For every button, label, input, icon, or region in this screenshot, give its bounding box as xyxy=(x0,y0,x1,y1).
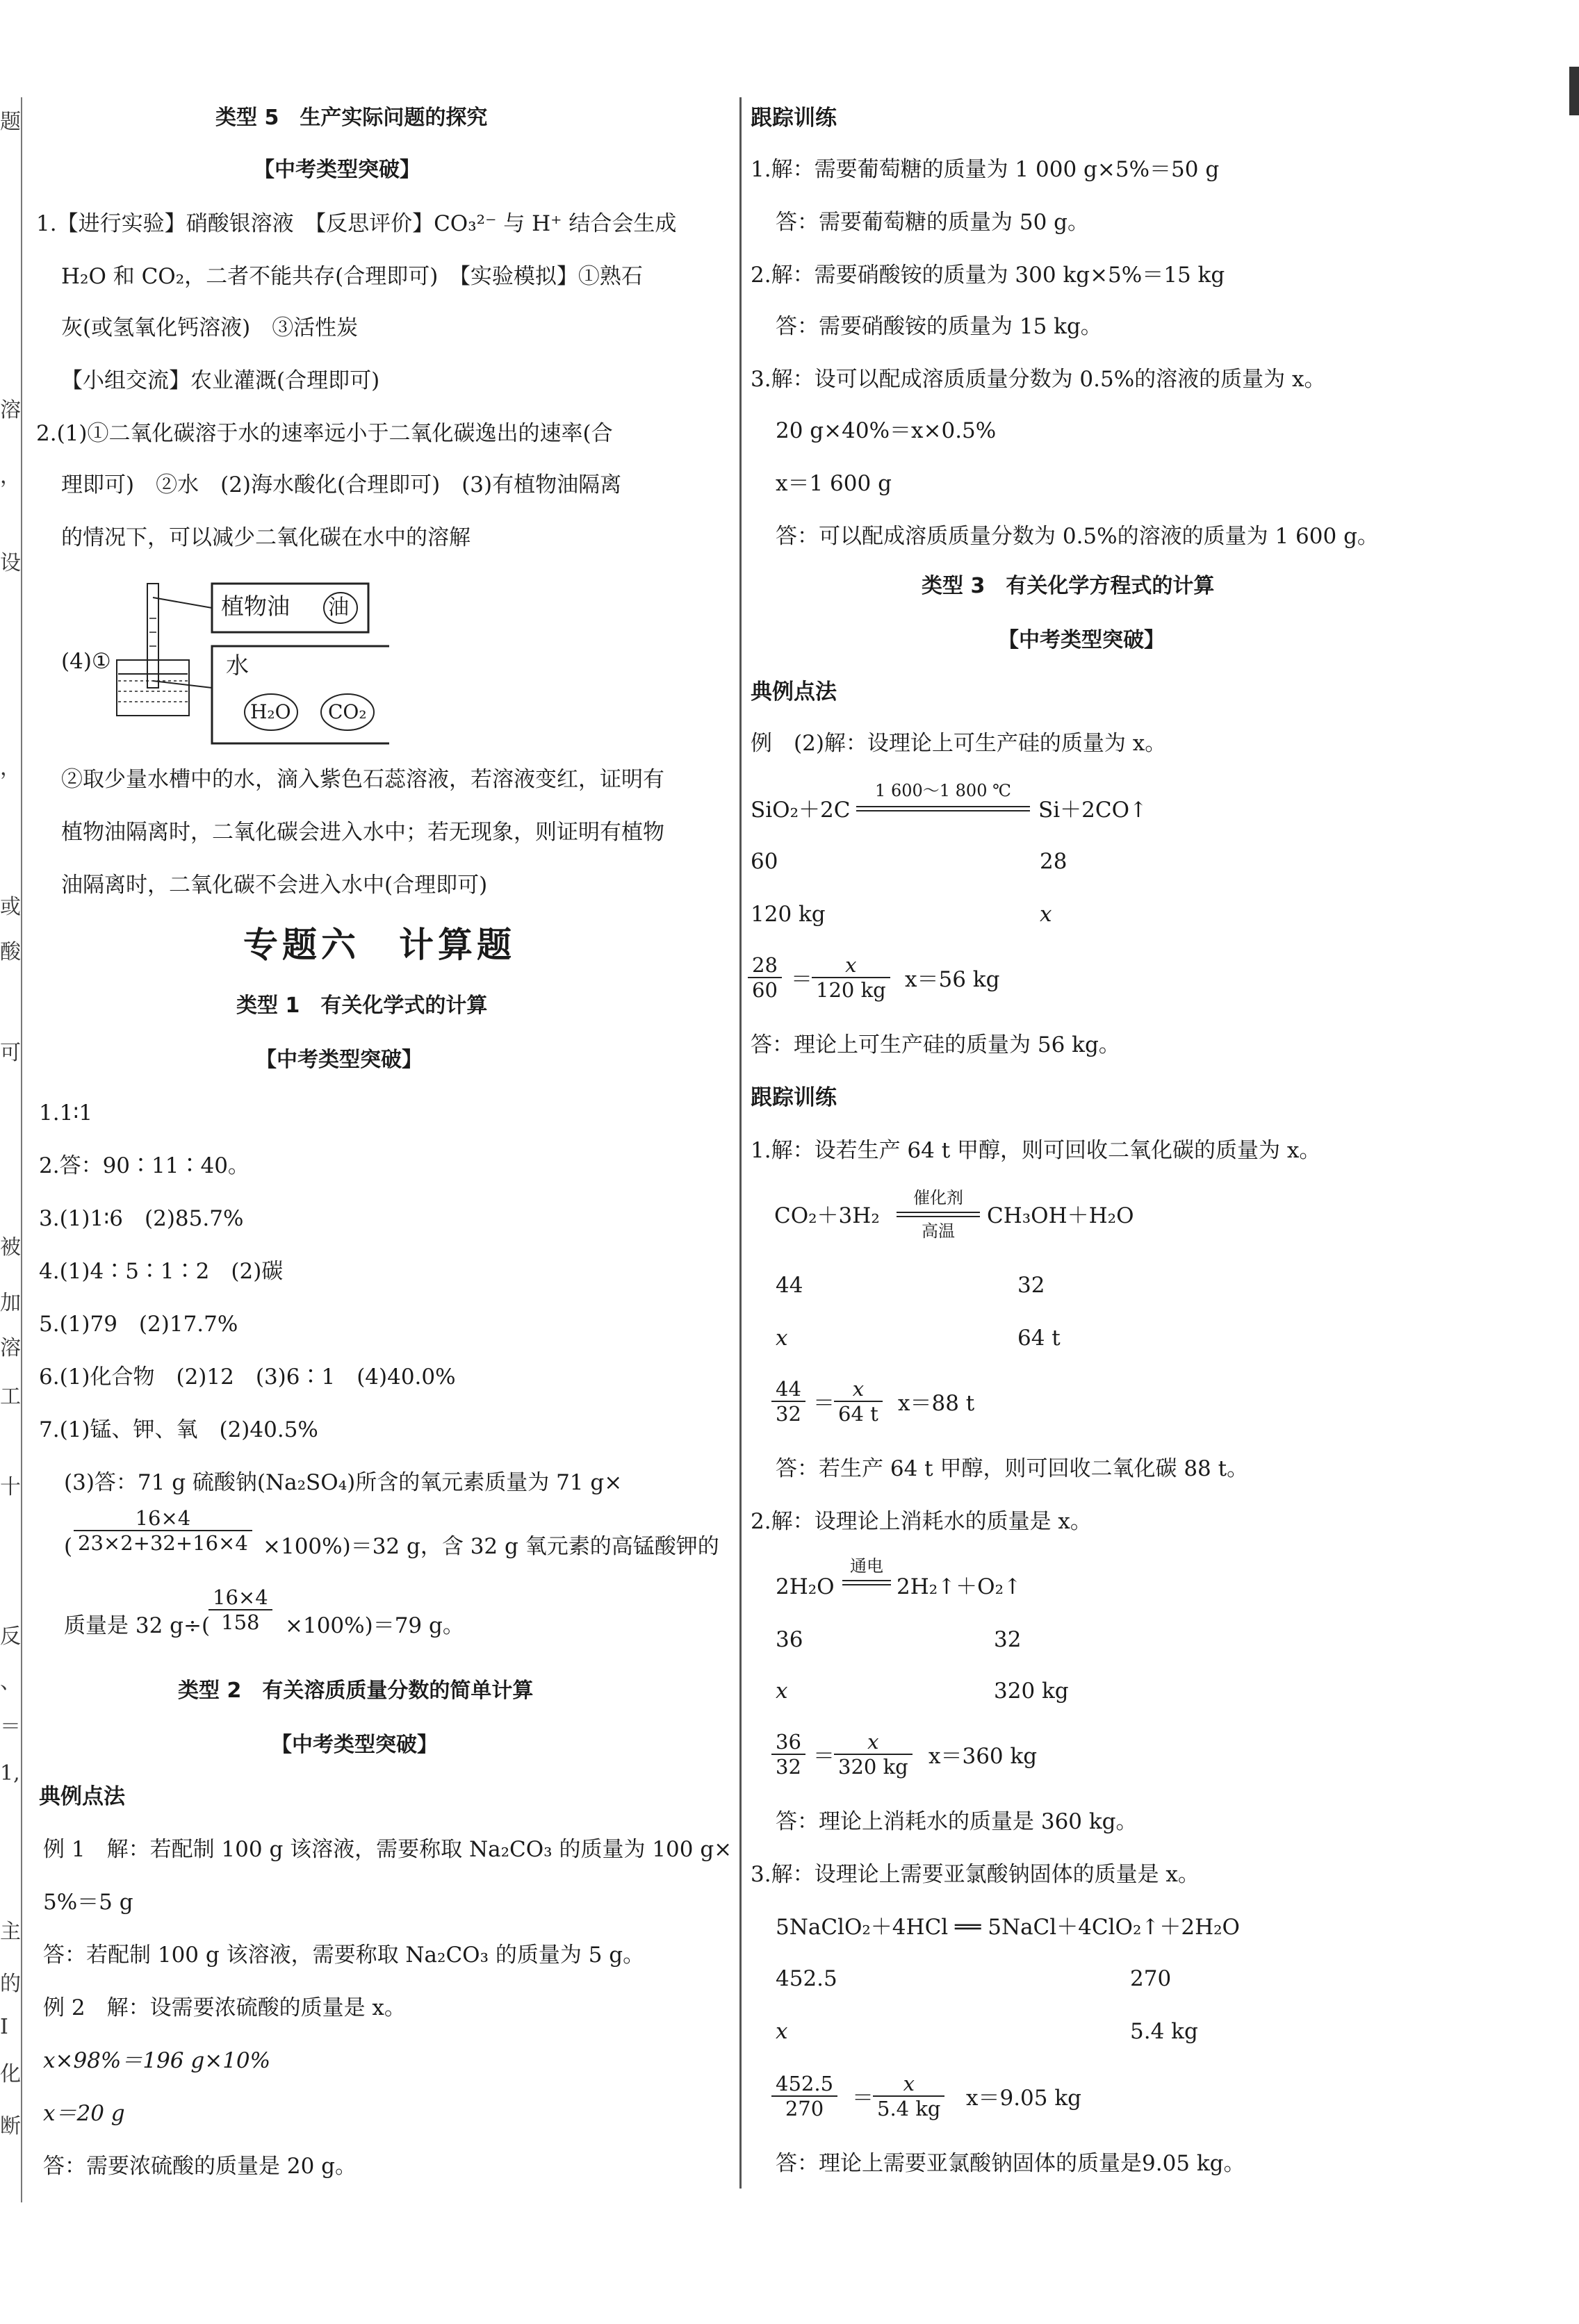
equals: ＝ xyxy=(852,2086,874,2111)
margin-char: 断 xyxy=(0,2114,21,2138)
molar-mass: 60 xyxy=(751,849,778,874)
answer-line: 答：若配制 100 g 该溶液，需要称取 Na₂CO₃ 的质量为 5 g。 xyxy=(43,1943,645,1968)
answer-line: 理即可) ②水 (2)海水酸化(合理即可) (3)有植物油隔离 xyxy=(61,472,622,497)
answer-line: 例 2 解：设需要浓硫酸的质量是 x。 xyxy=(43,1995,406,2020)
fraction-numerator: 452.5 xyxy=(771,2072,837,2097)
fraction-denominator: 32 xyxy=(776,1755,801,1779)
margin-char: 、 xyxy=(0,1670,21,1694)
margin-char: 化 xyxy=(0,2062,21,2086)
equation: 5NaClO₂＋4HCl ══ 5NaCl＋4ClO₂↑＋2H₂O xyxy=(776,1915,1240,1940)
answer-line: 5.(1)79 (2)17.7% xyxy=(39,1312,238,1337)
answer-line: 答：需要葡萄糖的质量为 50 g。 xyxy=(776,210,1089,235)
section-subtitle: 【中考类型突破】 xyxy=(998,628,1165,652)
margin-char: 可 xyxy=(0,1041,21,1065)
molar-mass: 32 xyxy=(1017,1273,1045,1298)
section-subtitle: 【中考类型突破】 xyxy=(254,158,420,182)
quantity: x xyxy=(1040,902,1052,927)
quantity: 5.4 kg xyxy=(1130,2019,1198,2044)
fraction xyxy=(74,1506,252,1555)
equation-left: CO₂＋3H₂ xyxy=(774,1203,880,1228)
answer-line: 4.(1)4∶5∶1∶2 (2)碳 xyxy=(39,1259,284,1284)
equation-arrow xyxy=(842,1580,891,1581)
equals: ＝ xyxy=(813,1391,835,1416)
result: x＝9.05 kg xyxy=(966,2086,1081,2111)
answer-line: 灰(或氢氧化钙溶液) ③活性炭 xyxy=(61,315,359,340)
figure-label: (4)① xyxy=(61,649,111,674)
margin-char: 溶 xyxy=(0,1336,21,1360)
result: x＝360 kg xyxy=(928,1744,1038,1769)
fraction xyxy=(771,1730,805,1779)
experiment-figure xyxy=(111,577,389,750)
answer-line: 答：理论上可生产硅的质量为 56 kg。 xyxy=(751,1032,1120,1057)
fraction-numerator: 16×4 xyxy=(208,1585,272,1610)
answer-line: 1.1∶1 xyxy=(39,1101,93,1126)
answer-line: 3.解：设可以配成溶质质量分数为 0.5%的溶液的质量为 x。 xyxy=(751,367,1326,392)
section-title: 类型 1 有关化学式的计算 xyxy=(236,994,488,1018)
answer-line: 答：需要硝酸铵的质量为 15 kg。 xyxy=(776,314,1102,339)
fraction-denominator: 158 xyxy=(221,1610,260,1634)
margin-char: 反 xyxy=(0,1624,21,1649)
column-divider xyxy=(739,97,742,2189)
result: x＝56 kg xyxy=(905,967,1000,992)
molar-mass: 36 xyxy=(776,1627,803,1652)
equation-arrow xyxy=(897,1212,980,1213)
equation-condition: 催化剂 xyxy=(913,1188,963,1208)
margin-divider xyxy=(21,97,22,2202)
page-edge-mark xyxy=(1569,67,1579,115)
answer-line: 答：需要浓硫酸的质量是 20 g。 xyxy=(43,2154,357,2179)
margin-char: 主 xyxy=(0,1920,21,1944)
fraction xyxy=(771,2072,837,2120)
fraction-denominator: 32 xyxy=(776,1402,801,1426)
subheading: 跟踪训练 xyxy=(751,106,837,131)
equation-right: Si＋2CO↑ xyxy=(1038,798,1147,823)
fraction-numerator: 28 xyxy=(748,953,782,978)
section-title: 类型 2 有关溶质质量分数的简单计算 xyxy=(178,1679,534,1703)
equation-arrow xyxy=(897,1216,980,1217)
answer-line: 2.解：设理论上消耗水的质量是 x。 xyxy=(751,1509,1092,1534)
fraction-numerator: x xyxy=(812,953,890,978)
answer-line: 植物油隔离时，二氧化碳会进入水中；若无现象，则证明有植物 xyxy=(61,820,664,845)
answer-line: 6.(1)化合物 (2)12 (3)6∶1 (4)40.0% xyxy=(39,1365,456,1390)
answer-line: 质量是 32 g÷( xyxy=(64,1613,211,1638)
answer-line: 1.【进行实验】硝酸银溶液 【反思评价】CO₃²⁻ 与 H⁺ 结合会生成 xyxy=(36,211,677,236)
molar-mass: 452.5 xyxy=(776,1966,837,1991)
equation-condition: 通电 xyxy=(850,1556,883,1576)
margin-char: 被 xyxy=(0,1235,21,1260)
oil-label: 植物油 xyxy=(221,593,290,620)
answer-line: 2.(1)①二氧化碳溶于水的速率远小于二氧化碳逸出的速率(合 xyxy=(36,421,613,446)
fraction-numerator: 44 xyxy=(771,1377,805,1402)
answer-line: ×100%)＝32 g，含 32 g 氧元素的高锰酸钾的 xyxy=(263,1534,719,1559)
fraction-numerator: 36 xyxy=(771,1730,805,1755)
equals: ＝ xyxy=(791,967,812,992)
molar-mass: 32 xyxy=(994,1627,1022,1652)
margin-char: 工 xyxy=(0,1385,21,1409)
answer-line: 1.解：需要葡萄糖的质量为 1 000 g×5%＝50 g xyxy=(751,157,1220,182)
quantity: 120 kg xyxy=(751,902,826,927)
oil-circle-label: 油 xyxy=(328,595,349,620)
fraction-numerator: x xyxy=(873,2072,944,2097)
h2o-label: H₂O xyxy=(250,700,291,723)
margin-char: 题 xyxy=(0,110,21,134)
answer-line: x＝20 g xyxy=(43,2101,125,2126)
section-subtitle: 【中考类型突破】 xyxy=(271,1733,438,1757)
answer-line: 1.解：设若生产 64 t 甲醇，则可回收二氧化碳的质量为 x。 xyxy=(751,1138,1321,1163)
result: x＝88 t xyxy=(898,1391,975,1416)
margin-char: 酸 xyxy=(0,940,21,964)
fraction-numerator: 16×4 xyxy=(74,1506,252,1531)
answer-line: H₂O 和 CO₂，二者不能共存(合理即可) 【实验模拟】①熟石 xyxy=(61,264,643,289)
quantity: x xyxy=(776,1679,788,1704)
fraction-denominator: 120 kg xyxy=(816,978,886,1002)
co2-label: CO₂ xyxy=(328,700,367,723)
molar-mass: 28 xyxy=(1040,849,1067,874)
quantity: x xyxy=(776,2019,788,2044)
subheading: 典例点法 xyxy=(39,1784,125,1809)
quantity: 320 kg xyxy=(994,1679,1069,1704)
subheading: 跟踪训练 xyxy=(751,1085,837,1110)
fraction xyxy=(771,1377,805,1426)
fraction-numerator: x xyxy=(834,1730,913,1755)
answer-line: 【小组交流】农业灌溉(合理即可) xyxy=(61,368,380,393)
answer-line: 3.解：设理论上需要亚氯酸钠固体的质量是 x。 xyxy=(751,1862,1200,1887)
fraction xyxy=(748,953,782,1002)
equals: ＝ xyxy=(813,1744,835,1769)
molar-mass: 270 xyxy=(1130,1966,1172,1991)
answer-line: 答：若生产 64 t 甲醇，则可回收二氧化碳 88 t。 xyxy=(776,1456,1249,1481)
fraction xyxy=(873,2072,944,2120)
margin-char: 加 xyxy=(0,1291,21,1315)
fraction-denominator: 64 t xyxy=(838,1402,878,1426)
answer-line: 答：理论上需要亚氯酸钠固体的质量是9.05 kg。 xyxy=(776,2151,1245,2176)
equation-left: 2H₂O xyxy=(776,1574,835,1599)
answer-line: ②取少量水槽中的水，滴入紫色石蕊溶液，若溶液变红，证明有 xyxy=(61,767,664,792)
answer-line: 例 1 解：若配制 100 g 该溶液，需要称取 Na₂CO₃ 的质量为 100 g× xyxy=(43,1837,733,1862)
answer-line: 2.解：需要硝酸铵的质量为 300 kg×5%＝15 kg xyxy=(751,263,1225,288)
answer-line: 例 (2)解：设理论上可生产硅的质量为 x。 xyxy=(751,731,1167,756)
fraction-denominator: 320 kg xyxy=(838,1755,908,1779)
margin-char: 1, xyxy=(0,1761,20,1786)
fraction-denominator: 60 xyxy=(752,978,778,1002)
topic-heading: 专题六 计算题 xyxy=(243,925,516,965)
section-title: 类型 3 有关化学方程式的计算 xyxy=(922,574,1215,598)
margin-char: ， xyxy=(0,756,21,780)
answer-line: (3)答：71 g 硫酸钠(Na₂SO₄)所含的氧元素质量为 71 g× xyxy=(64,1470,623,1495)
answer-line: 油隔离时，二氧化碳不会进入水中(合理即可) xyxy=(61,873,488,898)
margin-char: 设 xyxy=(0,551,21,575)
answer-line: 2.答：90∶11∶40。 xyxy=(39,1153,249,1178)
equation-condition: 高温 xyxy=(922,1221,955,1241)
answer-line: ×100%)＝79 g。 xyxy=(285,1613,464,1638)
answer-line: 3.(1)1∶6 (2)85.7% xyxy=(39,1206,244,1231)
margin-char: 十 xyxy=(0,1475,21,1499)
equation-arrow xyxy=(856,806,1030,807)
equation-arrow xyxy=(842,1584,891,1585)
water-label: 水 xyxy=(226,652,249,679)
fraction xyxy=(834,1377,883,1426)
equation-right: CH₃OH＋H₂O xyxy=(987,1203,1134,1228)
quantity: x xyxy=(776,1326,788,1351)
answer-line: 的情况下，可以减少二氧化碳在水中的溶解 xyxy=(61,525,471,550)
fraction xyxy=(208,1585,272,1634)
fraction xyxy=(812,953,890,1002)
answer-line: 20 g×40%＝x×0.5% xyxy=(776,418,997,443)
fraction-denominator: 5.4 kg xyxy=(877,2097,941,2120)
fraction xyxy=(834,1730,913,1779)
answer-line: 7.(1)锰、钾、氧 (2)40.5% xyxy=(39,1417,318,1442)
fraction-denominator: 270 xyxy=(785,2097,824,2120)
answer-line: x×98%＝196 g×10% xyxy=(43,2048,271,2073)
answer-line: 答：理论上消耗水的质量是 360 kg。 xyxy=(776,1809,1138,1834)
fraction-denominator: 23×2+32+16×4 xyxy=(78,1531,248,1555)
fraction-numerator: x xyxy=(834,1377,883,1402)
section-title: 类型 5 生产实际问题的探究 xyxy=(215,106,488,130)
quantity: 64 t xyxy=(1017,1326,1061,1351)
subheading: 典例点法 xyxy=(751,679,837,704)
section-subtitle: 【中考类型突破】 xyxy=(256,1048,423,1072)
margin-char: ＝ xyxy=(0,1715,21,1739)
equation-left: SiO₂＋2C xyxy=(751,798,851,823)
answer-line: 5%＝5 g xyxy=(43,1890,133,1915)
molar-mass: 44 xyxy=(776,1273,803,1298)
answer-line: 答：可以配成溶质质量分数为 0.5%的溶液的质量为 1 600 g。 xyxy=(776,524,1379,549)
margin-char: ， xyxy=(0,464,21,488)
answer-line: x＝1 600 g xyxy=(776,471,892,496)
margin-char: 或 xyxy=(0,895,21,919)
margin-char: I xyxy=(0,2015,8,2039)
equation-condition: 1 600～1 800 ℃ xyxy=(875,781,1011,800)
equation-right: 2H₂↑＋O₂↑ xyxy=(897,1574,1022,1599)
paren-open: ( xyxy=(64,1534,73,1559)
equation-arrow xyxy=(856,810,1030,811)
margin-char: 的 xyxy=(0,1972,21,1996)
margin-char: 溶 xyxy=(0,398,21,422)
